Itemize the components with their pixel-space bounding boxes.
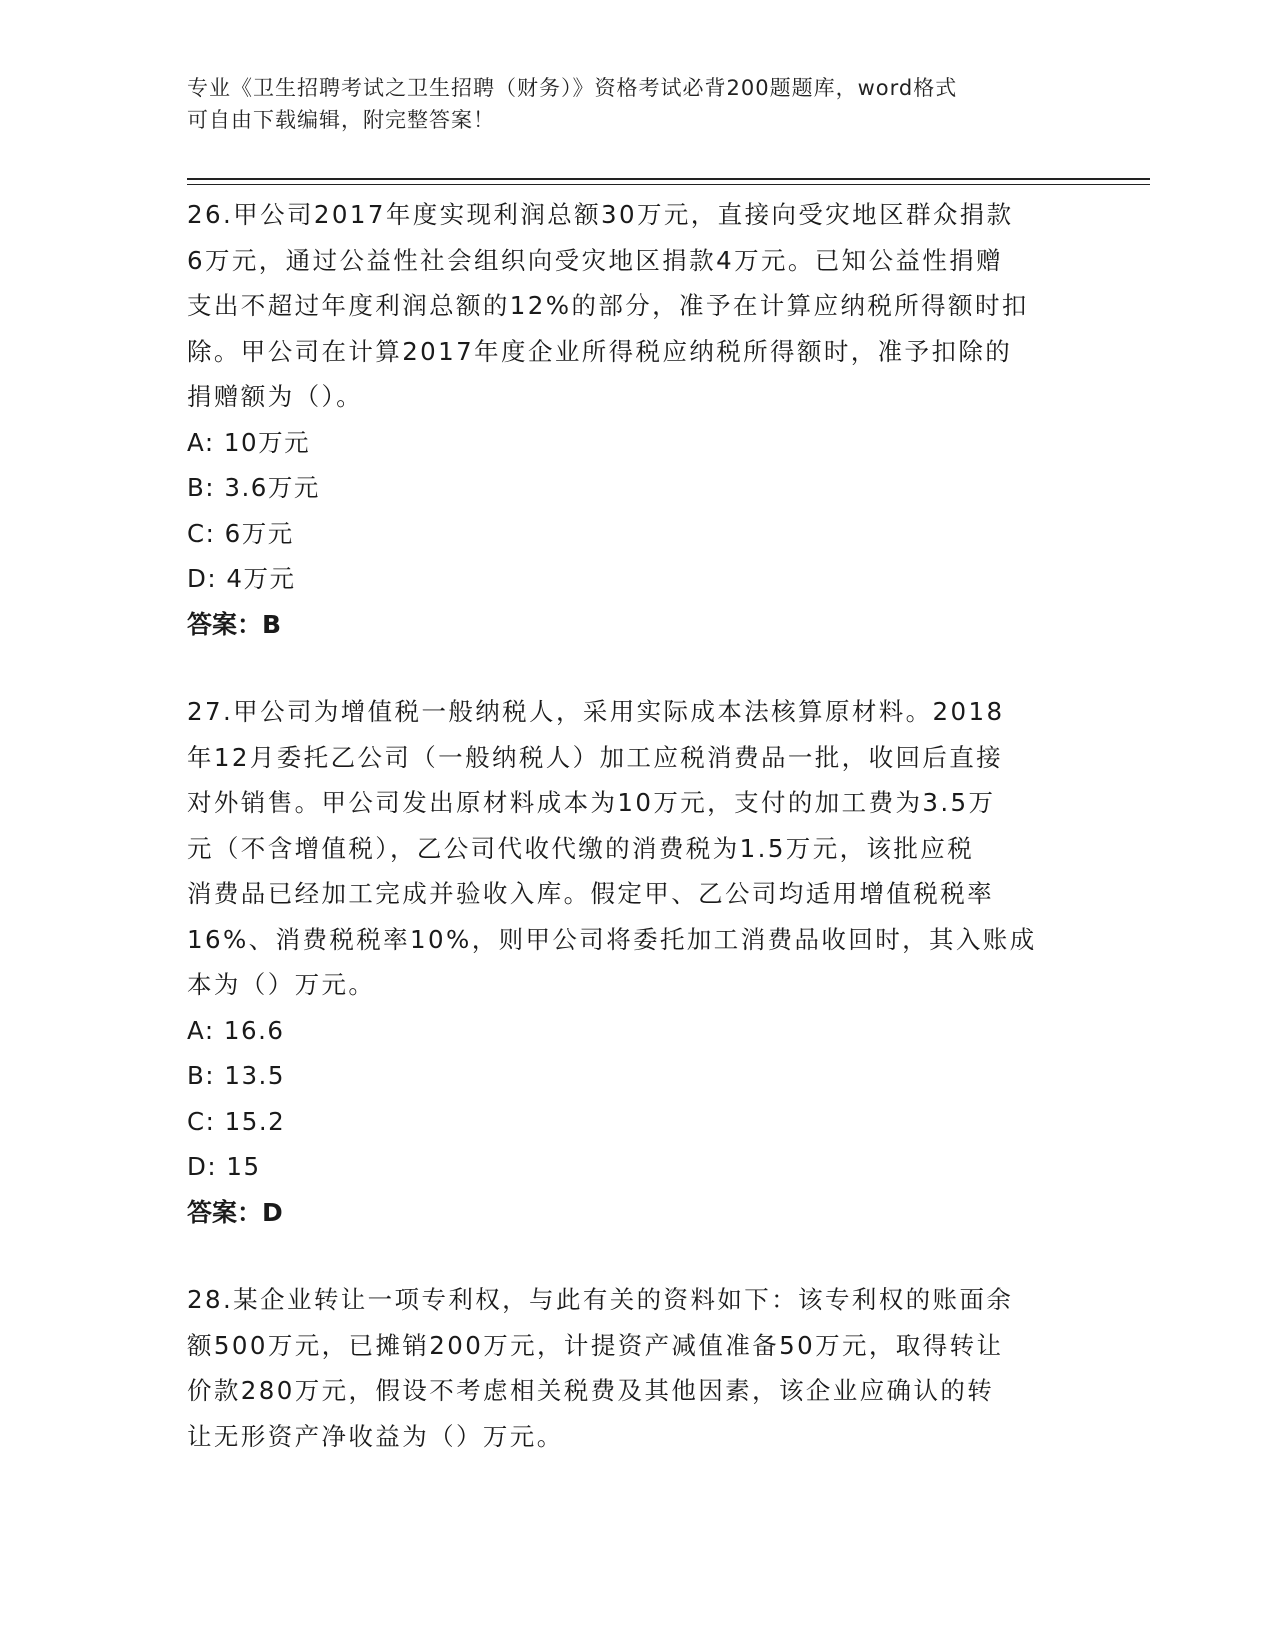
question-text-line: 16%、消费税税率10%，则甲公司将委托加工消费品收回时，其入账成 — [187, 924, 1037, 954]
question-text-line: 年12月委托乙公司（一般纳税人）加工应税消费品一批，收回后直接 — [187, 742, 1004, 772]
question-27 — [187, 689, 1077, 1235]
question-text-line: 本为（）万元。 — [187, 970, 376, 999]
option-c: C: 6万元 — [187, 518, 294, 548]
option-d: D: 4万元 — [187, 564, 296, 593]
question-text-line: 价款280万元，假设不考虑相关税费及其他因素，该企业应确认的转 — [187, 1376, 995, 1405]
question-26 — [187, 192, 1077, 647]
option-b: B: 13.5 — [187, 1061, 285, 1090]
option-a: A: 16.6 — [187, 1015, 285, 1045]
header-divider-thick — [187, 178, 1150, 180]
question-text-line: 对外销售。甲公司发出原材料成本为10万元，支付的加工费为3.5万 — [187, 788, 996, 817]
question-text-line: 让无形资产净收益为（）万元。 — [187, 1421, 564, 1451]
answer-label: 答案：B — [187, 609, 282, 639]
question-list — [187, 192, 1077, 1501]
question-text-line: 27.甲公司为增值税一般纳税人，采用实际成本法核算原材料。2018 — [187, 697, 1005, 726]
question-text-line: 消费品已经加工完成并验收入库。假定甲、乙公司均适用增值税税率 — [187, 879, 994, 908]
option-a: A: 10万元 — [187, 427, 311, 457]
document-header — [187, 72, 1067, 136]
question-text-line: 支出不超过年度利润总额的12%的部分，准予在计算应纳税所得额时扣 — [187, 291, 1029, 320]
question-text-line: 26.甲公司2017年度实现利润总额30万元，直接向受灾地区群众捐款 — [187, 200, 1014, 229]
question-text-line: 除。甲公司在计算2017年度企业所得税应纳税所得额时，准予扣除的 — [187, 336, 1013, 366]
header-line-1: 专业《卫生招聘考试之卫生招聘（财务）》资格考试必背200题题库，word格式 — [187, 76, 958, 100]
option-b: B: 3.6万元 — [187, 473, 320, 502]
option-d: D: 15 — [187, 1152, 261, 1181]
question-text-line: 6万元，通过公益性社会组织向受灾地区捐款4万元。已知公益性捐赠 — [187, 245, 1004, 275]
question-text-line: 元（不含增值税），乙公司代收代缴的消费税为1.5万元，该批应税 — [187, 833, 975, 863]
header-divider-thin — [187, 184, 1150, 185]
option-c: C: 15.2 — [187, 1106, 286, 1136]
answer-label: 答案：D — [187, 1197, 283, 1227]
question-text-line: 捐赠额为（）。 — [187, 382, 364, 411]
question-28 — [187, 1277, 1077, 1459]
question-text-line: 28.某企业转让一项专利权，与此有关的资料如下：该专利权的账面余 — [187, 1285, 1014, 1314]
header-line-2: 可自由下载编辑，附完整答案！ — [187, 108, 495, 132]
question-text-line: 额500万元，已摊销200万元，计提资产减值准备50万元，取得转让 — [187, 1330, 1004, 1360]
